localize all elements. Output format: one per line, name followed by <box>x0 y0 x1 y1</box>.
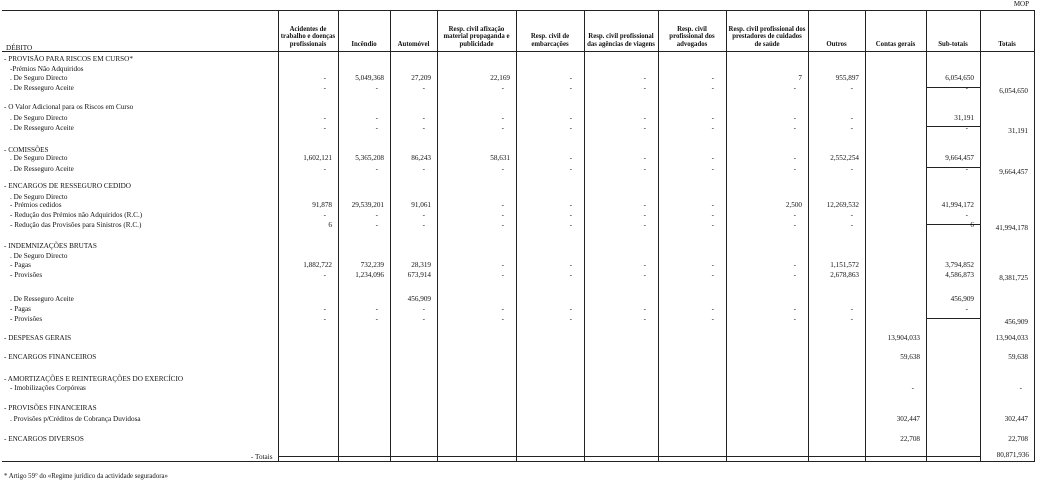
column-divider <box>808 10 809 462</box>
row-value: - <box>793 305 796 313</box>
row-value: - <box>850 84 853 92</box>
column-divider <box>980 10 981 462</box>
row-label: . Provisões p/Créditos de Cobrança Duvidosa <box>10 415 141 423</box>
totals-label: - Totais <box>251 453 273 461</box>
subtotal-underline <box>926 126 980 127</box>
row-value: 1,151,572 <box>830 261 859 269</box>
row-value: 13,904,033 <box>887 334 920 342</box>
row-value: 12,269,532 <box>826 201 859 209</box>
row-value: - <box>643 74 646 82</box>
row-value: 1,234,096 <box>355 271 384 279</box>
subtotal-box-edge <box>926 301 927 321</box>
column-divider <box>658 10 659 462</box>
row-label: - PROVISÃO PARA RISCOS EM CURSO* <box>4 55 133 63</box>
row-value: - <box>501 305 504 313</box>
row-value: - <box>643 271 646 279</box>
row-value: - <box>850 165 853 173</box>
row-value: 41,994,172 <box>941 201 974 209</box>
row-value: - <box>643 315 646 323</box>
row-value: - <box>422 124 425 132</box>
row-value: - <box>711 305 714 313</box>
column-header: Totais <box>998 41 1016 49</box>
row-value: - <box>323 271 326 279</box>
column-header: Acidentes de trabalho e doenças profissionais <box>280 25 336 49</box>
row-label: - Prémios cedidos <box>10 201 62 209</box>
row-value: 31,191 <box>1008 127 1028 135</box>
row-value: - <box>643 154 646 162</box>
currency-label: MOP <box>1013 0 1029 8</box>
row-value: - <box>711 261 714 269</box>
row-value: 58,631 <box>490 154 510 162</box>
row-value: 91,878 <box>312 201 332 209</box>
row-value: 955,897 <box>835 74 859 82</box>
row-value: - <box>965 124 968 132</box>
column-header: Resp. civil profissional dos advogados <box>669 25 715 49</box>
row-value: - <box>422 211 425 219</box>
row-value: - <box>793 165 796 173</box>
row-value: - <box>422 221 425 229</box>
row-value: - <box>501 84 504 92</box>
row-value: - <box>850 315 853 323</box>
row-value: - <box>569 84 572 92</box>
row-value: 456,909 <box>950 295 974 303</box>
row-value: - <box>793 221 796 229</box>
row-value: - <box>569 261 572 269</box>
row-value: 5,049,368 <box>355 74 384 82</box>
row-value: - <box>375 211 378 219</box>
row-value: - <box>793 114 796 122</box>
debit-heading: DÉBITO <box>6 44 33 52</box>
row-value: 3,794,852 <box>945 261 974 269</box>
row-value: - <box>501 124 504 132</box>
row-value: 732,239 <box>360 261 384 269</box>
row-value: - <box>501 221 504 229</box>
row-value: - <box>711 114 714 122</box>
column-divider <box>437 10 438 462</box>
totals-divider <box>2 461 1034 462</box>
row-value: - <box>569 221 572 229</box>
row-value: - <box>711 154 714 162</box>
row-value: - <box>850 124 853 132</box>
row-value: 22,708 <box>1008 435 1028 443</box>
row-label: - Pagas <box>10 261 31 269</box>
row-label: - ENCARGOS DE RESSEGURO CEDIDO <box>4 182 131 190</box>
row-label: - Pagas <box>10 305 31 313</box>
row-value: 6 <box>970 221 974 229</box>
row-value: 86,243 <box>411 154 431 162</box>
column-header: Incêndio <box>351 41 377 49</box>
row-label: - COMISSÕES <box>4 146 49 154</box>
row-value: - <box>422 305 425 313</box>
row-value: - <box>323 165 326 173</box>
row-value: - <box>569 114 572 122</box>
row-value: - <box>501 211 504 219</box>
row-label: - O Valor Adicional para os Riscos em Curso <box>4 103 134 111</box>
row-label: . De Resseguro Aceite <box>10 124 74 132</box>
row-value: 1,602,121 <box>303 154 332 162</box>
row-value: - <box>375 315 378 323</box>
grand-total: 80,871,936 <box>996 451 1029 459</box>
row-label: - Redução dos Prémios não Adquiridos (R.C.) <box>10 211 143 219</box>
row-value: 8,381,725 <box>999 274 1028 282</box>
row-value: - <box>965 84 968 92</box>
subtotal-box-edge <box>926 69 927 89</box>
row-value: 4,586,873 <box>945 271 974 279</box>
row-value: - <box>793 271 796 279</box>
row-value: - <box>643 201 646 209</box>
subtotal-box-edge <box>926 209 927 229</box>
row-value: - <box>643 124 646 132</box>
row-label: . De Seguro Directo <box>10 114 68 122</box>
column-header: Automóvel <box>397 41 430 49</box>
row-value: - <box>569 165 572 173</box>
row-value: 28,319 <box>411 261 431 269</box>
row-value: - <box>850 211 853 219</box>
row-value: - <box>643 84 646 92</box>
row-value: - <box>501 315 504 323</box>
row-value: - <box>569 305 572 313</box>
row-label: . De Seguro Directo <box>10 154 68 162</box>
column-header: Resp. civil afixação material propaganda e publicidade <box>443 25 510 49</box>
column-header: Resp. civil profissional das agências de viagens <box>587 33 655 49</box>
row-value: 2,552,254 <box>830 154 859 162</box>
row-value: - <box>965 165 968 173</box>
row-value: - <box>375 84 378 92</box>
row-value: - <box>1019 384 1022 392</box>
row-value: - <box>422 84 425 92</box>
row-value: - <box>643 114 646 122</box>
row-value: - <box>375 165 378 173</box>
row-value: 6,054,650 <box>945 74 974 82</box>
row-value: - <box>850 305 853 313</box>
row-value: 6,054,650 <box>999 87 1028 95</box>
row-value: - <box>501 165 504 173</box>
row-label: . De Seguro Directo <box>10 74 68 82</box>
row-value: 673,914 <box>407 271 431 279</box>
row-value: - <box>323 211 326 219</box>
row-value: - <box>711 124 714 132</box>
column-header: Outros <box>826 41 847 49</box>
row-value: - <box>793 124 796 132</box>
row-label: - Redução das Provisões para Sinistros (R.C.) <box>10 221 142 229</box>
row-value: - <box>711 201 714 209</box>
footnote: * Artigo 59° do «Regime jurídico da actividade seguradora» <box>4 473 168 480</box>
row-value: - <box>711 315 714 323</box>
column-divider <box>726 10 727 462</box>
column-divider <box>278 10 279 462</box>
row-value: - <box>711 221 714 229</box>
column-header: Resp. civil de embarcações <box>530 33 570 49</box>
row-value: - <box>850 114 853 122</box>
row-label: . De Resseguro Aceite <box>10 295 74 303</box>
row-value: 29,539,201 <box>351 201 384 209</box>
row-value: 302,447 <box>896 415 920 423</box>
row-value: - <box>793 211 796 219</box>
row-value: - <box>711 271 714 279</box>
row-value: 5,365,208 <box>355 154 384 162</box>
row-label: - ENCARGOS DIVERSOS <box>4 435 84 443</box>
row-value: - <box>569 74 572 82</box>
column-divider <box>865 10 866 462</box>
row-value: - <box>375 221 378 229</box>
column-divider <box>1034 10 1035 462</box>
row-value: 1,882,722 <box>303 261 332 269</box>
column-header: Resp. civil profissional dos prestadores de cuidados de saúde <box>728 25 806 49</box>
row-value: 91,061 <box>411 201 431 209</box>
row-label: - PROVISÕES FINANCEIRAS <box>4 404 97 412</box>
subtotal-box-edge <box>926 149 927 169</box>
row-value: - <box>323 84 326 92</box>
row-value: - <box>375 114 378 122</box>
row-value: - <box>569 154 572 162</box>
row-value: - <box>793 154 796 162</box>
row-value: - <box>793 261 796 269</box>
row-value: - <box>569 315 572 323</box>
row-value: - <box>375 305 378 313</box>
column-divider <box>584 10 585 462</box>
row-label: . De Resseguro Aceite <box>10 84 74 92</box>
row-value: - <box>501 261 504 269</box>
row-value: - <box>569 124 572 132</box>
row-value: - <box>569 271 572 279</box>
column-divider <box>390 10 391 462</box>
row-label: . De Resseguro Aceite <box>10 165 74 173</box>
totals-bar <box>278 456 980 457</box>
row-value: - <box>569 201 572 209</box>
row-value: 22,708 <box>900 435 920 443</box>
row-value: - <box>911 384 914 392</box>
row-label: . De Seguro Directo <box>10 252 68 260</box>
row-label: - ENCARGOS FINANCEIROS <box>4 353 97 361</box>
column-divider <box>516 10 517 462</box>
row-value: - <box>501 114 504 122</box>
row-label: - INDEMNIZAÇÕES BRUTAS <box>4 242 97 250</box>
row-value: 2,678,863 <box>830 271 859 279</box>
row-value: 59,638 <box>900 353 920 361</box>
column-header: Sub-totais <box>938 41 968 49</box>
subtotal-underline <box>926 87 980 88</box>
row-value: - <box>793 84 796 92</box>
row-value: - <box>643 165 646 173</box>
row-value: - <box>323 114 326 122</box>
row-value: - <box>323 124 326 132</box>
row-value: - <box>501 201 504 209</box>
row-value: - <box>375 124 378 132</box>
row-value: 302,447 <box>1004 415 1028 423</box>
row-label: - Provisões <box>10 315 43 323</box>
column-header: Contas gerais <box>875 41 916 49</box>
row-value: - <box>711 165 714 173</box>
row-value: - <box>323 74 326 82</box>
row-value: 2,500 <box>785 201 802 209</box>
row-value: - <box>711 211 714 219</box>
row-value: - <box>643 305 646 313</box>
row-value: - <box>965 305 968 313</box>
row-value: 41,994,178 <box>995 224 1028 232</box>
row-value: 59,638 <box>1008 353 1028 361</box>
row-value: - <box>422 165 425 173</box>
row-value: 456,909 <box>407 295 431 303</box>
header-divider <box>2 51 1034 52</box>
row-value: - <box>323 315 326 323</box>
row-label: - Provisões <box>10 271 43 279</box>
row-value: - <box>711 84 714 92</box>
row-value: - <box>323 305 326 313</box>
row-value: - <box>569 211 572 219</box>
row-value: 31,191 <box>954 114 974 122</box>
row-value: 9,664,457 <box>945 154 974 162</box>
row-value: 456,909 <box>1004 318 1028 326</box>
top-border <box>2 10 1034 11</box>
row-value: - <box>422 114 425 122</box>
row-value: - <box>711 74 714 82</box>
row-value: - <box>793 315 796 323</box>
row-value: 9,664,457 <box>999 168 1028 176</box>
row-value: 13,904,033 <box>995 334 1028 342</box>
row-value: 6 <box>328 221 332 229</box>
row-value: - <box>643 221 646 229</box>
row-label: . De Seguro Directo <box>10 193 68 201</box>
row-value: - <box>422 315 425 323</box>
row-value: - <box>643 261 646 269</box>
row-value: 27,209 <box>411 74 431 82</box>
column-divider <box>338 10 339 462</box>
row-value: 7 <box>798 74 802 82</box>
row-label: - AMORTIZAÇÕES E REINTEGRAÇÕES DO EXERCÍCIO <box>4 375 184 383</box>
row-value: 22,169 <box>490 74 510 82</box>
row-label: - DESPESAS GERAIS <box>4 334 72 342</box>
row-value: - <box>501 271 504 279</box>
row-value: - <box>965 211 968 219</box>
row-label: -Prémios Não Adquiridos <box>10 65 84 73</box>
row-label: - Imobilizações Corpóreas <box>10 384 86 392</box>
row-value: - <box>850 221 853 229</box>
subtotal-box-edge <box>926 108 927 128</box>
row-value: - <box>643 211 646 219</box>
subtotal-underline <box>926 318 980 319</box>
subtotal-underline <box>926 167 980 168</box>
